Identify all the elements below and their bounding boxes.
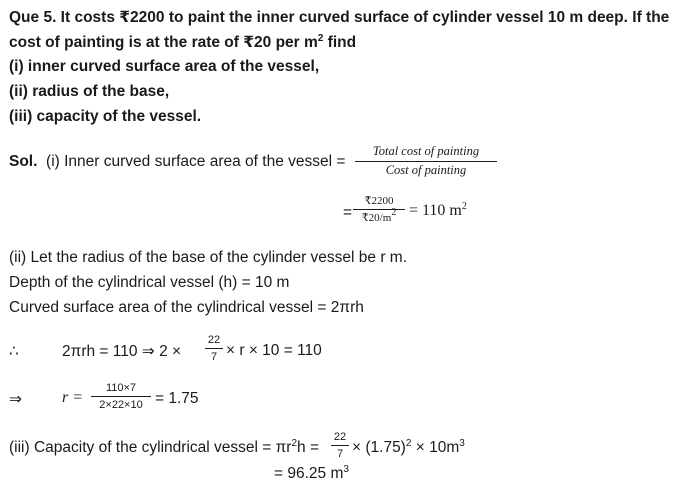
radius-assumption: (ii) Let the radius of the base of the cylinder vessel be r m. xyxy=(9,249,408,266)
question-line-2: cost of painting is at the rate of ₹20 per $m^2$ find xyxy=(9,33,357,51)
equation-2-right: = 1.75 xyxy=(155,390,199,407)
equation-1-right: × r × 10 = 110 xyxy=(226,342,322,359)
fraction-cost-ratio: Total cost of painting Cost of painting xyxy=(355,145,497,178)
equation-2-left: r = xyxy=(62,389,84,406)
equals-sign: = xyxy=(343,204,353,221)
fraction-2200-over-20: ₹2200 $₹20/m^2$ xyxy=(353,195,405,224)
implies-symbol: ⇒ xyxy=(9,391,22,408)
area-result: = 110 $m^2$ xyxy=(409,201,467,219)
capacity-result: = 96.25 $m^3$ xyxy=(274,464,349,482)
therefore-symbol: ∴ xyxy=(9,343,19,360)
capacity-line-right: × $(1.75)^2 \times 10m^3$ xyxy=(352,438,465,456)
csa-formula-line: Curved surface area of the cylindrical vessel = 2πrh xyxy=(9,299,364,316)
question-line-1: Que 5. It costs ₹2200 to paint the inner curved surface of cylinder vessel 10 m deep. If the xyxy=(9,9,670,26)
equation-1-left: 2πrh = 110 ⇒ 2 × xyxy=(62,343,182,360)
fraction-22-over-7: 22 7 xyxy=(205,334,223,363)
fraction-radius: 110×7 2×22×10 xyxy=(91,382,151,411)
fraction-22-over-7-capacity: 22 7 xyxy=(331,431,349,460)
question-part-i: (i) inner curved surface area of the vessel, xyxy=(9,58,320,75)
capacity-line-left: (iii) Capacity of the cylindrical vessel = $\pi r^2h$ = xyxy=(9,438,320,456)
depth-line: Depth of the cylindrical vessel (h) = 10 m xyxy=(9,274,290,291)
solution-step-1: Sol. (i) Inner curved surface area of the vessel = xyxy=(9,153,346,170)
question-part-iii: (iii) capacity of the vessel. xyxy=(9,108,202,125)
question-part-ii: (ii) radius of the base, xyxy=(9,83,170,100)
